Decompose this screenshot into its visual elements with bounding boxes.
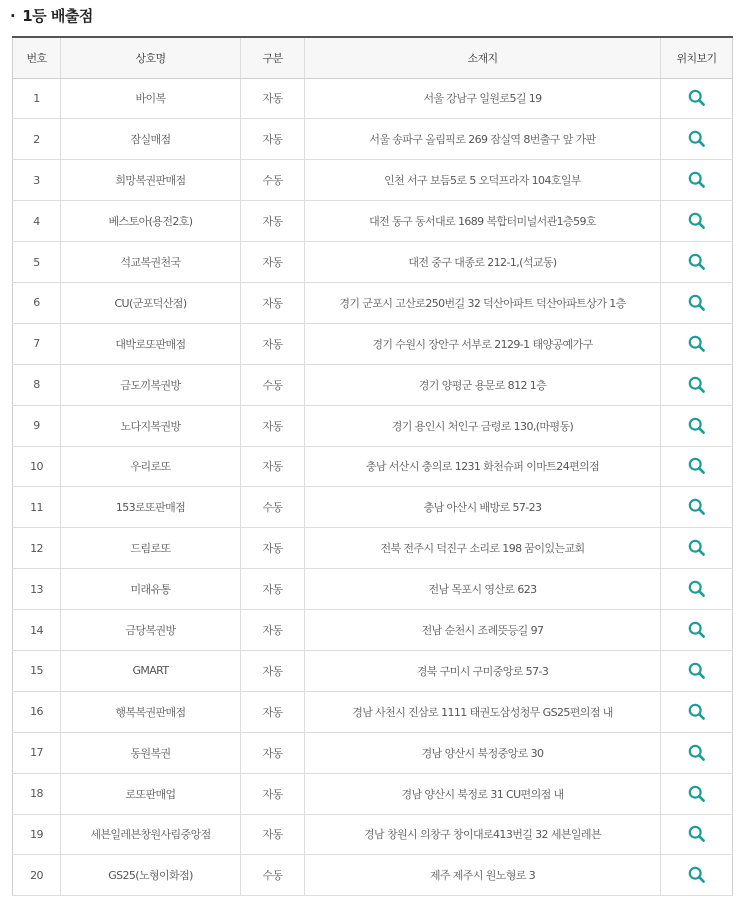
store-name: 세븐일레븐창원사림중앙점 [61, 814, 241, 855]
header-view-location: 위치보기 [661, 37, 733, 78]
search-icon [687, 211, 707, 231]
sale-type: 자동 [241, 773, 305, 814]
store-name: 동원복권 [61, 732, 241, 773]
view-location-cell [661, 78, 733, 119]
row-number: 11 [13, 487, 61, 528]
view-location-cell [661, 773, 733, 814]
table-header-row [13, 37, 733, 78]
sale-type: 자동 [241, 405, 305, 446]
search-icon [687, 824, 707, 844]
store-address: 경남 사천시 진삼로 1111 태권도삼성청무 GS25편의점 내 [305, 691, 661, 732]
row-number: 3 [13, 160, 61, 201]
store-address: 전남 순천시 조례뜻등길 97 [305, 610, 661, 651]
store-address: 서울 송파구 올림픽로 269 잠실역 8번출구 앞 가판 [305, 119, 661, 160]
store-address: 경기 군포시 고산로250번길 32 덕산아파트 덕산아파트상가 1층 [305, 282, 661, 323]
table-row [13, 650, 733, 691]
table-row [13, 405, 733, 446]
store-name: GS25(노형이화점) [61, 855, 241, 896]
view-location-cell [661, 282, 733, 323]
heading-bullet: · [10, 7, 16, 25]
table-body [13, 78, 733, 896]
sale-type: 자동 [241, 691, 305, 732]
view-location-button[interactable] [687, 784, 707, 804]
store-name: 노다지복권방 [61, 405, 241, 446]
table-row [13, 855, 733, 896]
store-address: 전남 목포시 영산로 623 [305, 569, 661, 610]
table-row [13, 732, 733, 773]
table-row [13, 364, 733, 405]
row-number: 4 [13, 201, 61, 242]
store-name: GMART [61, 650, 241, 691]
row-number: 8 [13, 364, 61, 405]
sale-type: 자동 [241, 242, 305, 283]
search-icon [687, 88, 707, 108]
sale-type: 자동 [241, 282, 305, 323]
store-address: 충남 서산시 충의로 1231 화천슈퍼 이마트24편의점 [305, 446, 661, 487]
search-icon [687, 416, 707, 436]
view-location-button[interactable] [687, 824, 707, 844]
view-location-button[interactable] [687, 252, 707, 272]
sale-type: 수동 [241, 160, 305, 201]
sale-type: 수동 [241, 855, 305, 896]
store-name: 153로또판매점 [61, 487, 241, 528]
row-number: 10 [13, 446, 61, 487]
search-icon [687, 456, 707, 476]
view-location-button[interactable] [687, 375, 707, 395]
header-store-name: 상호명 [61, 37, 241, 78]
store-address: 경북 구미시 구미중앙로 57-3 [305, 650, 661, 691]
row-number: 15 [13, 650, 61, 691]
search-icon [687, 620, 707, 640]
store-name: CU(군포덕산점) [61, 282, 241, 323]
view-location-cell [661, 446, 733, 487]
view-location-cell [661, 201, 733, 242]
view-location-button[interactable] [687, 211, 707, 231]
view-location-button[interactable] [687, 129, 707, 149]
view-location-cell [661, 814, 733, 855]
search-icon [687, 252, 707, 272]
sale-type: 자동 [241, 814, 305, 855]
table-row [13, 691, 733, 732]
search-icon [687, 743, 707, 763]
section-heading [10, 4, 93, 28]
search-icon [687, 375, 707, 395]
store-name: 드림로또 [61, 528, 241, 569]
store-name: 금당복권방 [61, 610, 241, 651]
view-location-cell [661, 487, 733, 528]
view-location-button[interactable] [687, 456, 707, 476]
sale-type: 자동 [241, 119, 305, 160]
store-address: 경남 창원시 의창구 창이대로413번길 32 세븐일레븐 [305, 814, 661, 855]
view-location-button[interactable] [687, 497, 707, 517]
store-address: 경기 용인시 처인구 금령로 130,(마평동) [305, 405, 661, 446]
view-location-cell [661, 405, 733, 446]
view-location-button[interactable] [687, 702, 707, 722]
view-location-button[interactable] [687, 416, 707, 436]
sale-type: 자동 [241, 323, 305, 364]
row-number: 1 [13, 78, 61, 119]
table-row [13, 610, 733, 651]
store-address: 경기 수원시 장안구 서부로 2129-1 태양공예가구 [305, 323, 661, 364]
store-address: 인천 서구 보듬5로 5 오덕프라자 104호일부 [305, 160, 661, 201]
store-address: 서울 강남구 일원로5길 19 [305, 78, 661, 119]
view-location-cell [661, 160, 733, 201]
view-location-button[interactable] [687, 88, 707, 108]
table-row [13, 773, 733, 814]
view-location-button[interactable] [687, 579, 707, 599]
table-row [13, 119, 733, 160]
store-address: 경남 양산시 북정중앙로 30 [305, 732, 661, 773]
view-location-cell [661, 528, 733, 569]
view-location-cell [661, 610, 733, 651]
row-number: 20 [13, 855, 61, 896]
store-address: 경기 양평군 용문로 812 1층 [305, 364, 661, 405]
table-row [13, 528, 733, 569]
sale-type: 자동 [241, 528, 305, 569]
store-address: 경남 양산시 북정로 31 CU편의점 내 [305, 773, 661, 814]
search-icon [687, 170, 707, 190]
table-row [13, 160, 733, 201]
store-name: 대박로또판매점 [61, 323, 241, 364]
table-row [13, 446, 733, 487]
view-location-cell [661, 732, 733, 773]
row-number: 19 [13, 814, 61, 855]
sale-type: 자동 [241, 650, 305, 691]
row-number: 13 [13, 569, 61, 610]
store-name: 석교복권천국 [61, 242, 241, 283]
row-number: 2 [13, 119, 61, 160]
search-icon [687, 661, 707, 681]
row-number: 5 [13, 242, 61, 283]
table-row [13, 487, 733, 528]
store-name: 로또판매업 [61, 773, 241, 814]
table-row [13, 201, 733, 242]
row-number: 6 [13, 282, 61, 323]
table-row [13, 242, 733, 283]
header-number: 번호 [13, 37, 61, 78]
sale-type: 자동 [241, 569, 305, 610]
view-location-cell [661, 242, 733, 283]
view-location-cell [661, 855, 733, 896]
store-name: 바이복 [61, 78, 241, 119]
search-icon [687, 579, 707, 599]
view-location-button[interactable] [687, 538, 707, 558]
store-address: 전북 전주시 덕진구 소리로 198 꿈이있는교회 [305, 528, 661, 569]
sale-type: 자동 [241, 446, 305, 487]
sale-type: 자동 [241, 78, 305, 119]
search-icon [687, 334, 707, 354]
table-row [13, 323, 733, 364]
sale-type: 수동 [241, 364, 305, 405]
view-location-button[interactable] [687, 661, 707, 681]
sale-type: 자동 [241, 201, 305, 242]
search-icon [687, 702, 707, 722]
search-icon [687, 497, 707, 517]
row-number: 14 [13, 610, 61, 651]
search-icon [687, 865, 707, 885]
row-number: 12 [13, 528, 61, 569]
sale-type: 수동 [241, 487, 305, 528]
store-name: 금도끼복권방 [61, 364, 241, 405]
store-name: 잠실매점 [61, 119, 241, 160]
view-location-cell [661, 691, 733, 732]
store-name: 우리로또 [61, 446, 241, 487]
store-name: 베스토아(용전2호) [61, 201, 241, 242]
search-icon [687, 129, 707, 149]
store-name: 미래유통 [61, 569, 241, 610]
search-icon [687, 293, 707, 313]
winning-stores-table [12, 36, 733, 896]
store-address: 대전 동구 동서대로 1689 복합터미널서관1층59호 [305, 201, 661, 242]
view-location-button[interactable] [687, 170, 707, 190]
view-location-cell [661, 119, 733, 160]
sale-type: 자동 [241, 732, 305, 773]
store-name: 행복복권판매점 [61, 691, 241, 732]
view-location-button[interactable] [687, 620, 707, 640]
table-row [13, 569, 733, 610]
header-address: 소재지 [305, 37, 661, 78]
store-address: 충남 아산시 배방로 57-23 [305, 487, 661, 528]
row-number: 18 [13, 773, 61, 814]
table-row [13, 78, 733, 119]
table-row [13, 282, 733, 323]
row-number: 7 [13, 323, 61, 364]
view-location-cell [661, 569, 733, 610]
view-location-button[interactable] [687, 293, 707, 313]
store-address: 대전 중구 대종로 212-1,(석교동) [305, 242, 661, 283]
row-number: 17 [13, 732, 61, 773]
table-row [13, 814, 733, 855]
search-icon [687, 784, 707, 804]
heading-title: 1등 배출점 [22, 7, 93, 25]
row-number: 16 [13, 691, 61, 732]
search-icon [687, 538, 707, 558]
view-location-button[interactable] [687, 334, 707, 354]
view-location-cell [661, 323, 733, 364]
view-location-button[interactable] [687, 743, 707, 763]
store-address: 제주 제주시 원노형로 3 [305, 855, 661, 896]
sale-type: 자동 [241, 610, 305, 651]
row-number: 9 [13, 405, 61, 446]
view-location-button[interactable] [687, 865, 707, 885]
view-location-cell [661, 650, 733, 691]
view-location-cell [661, 364, 733, 405]
store-name: 희망복권판매점 [61, 160, 241, 201]
header-type: 구분 [241, 37, 305, 78]
